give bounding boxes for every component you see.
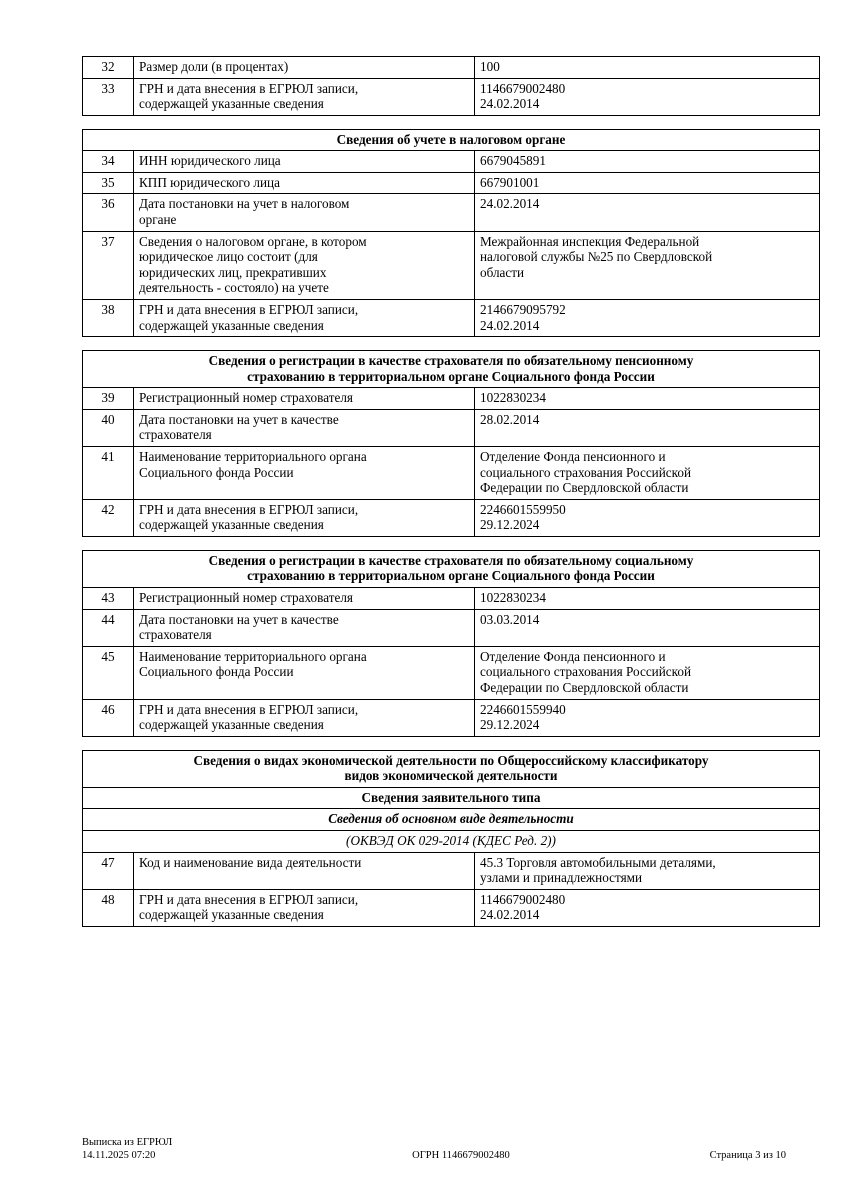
table-section-row	[83, 550, 820, 587]
section-heading: Сведения об учете в налоговом органе	[83, 129, 820, 151]
table-row	[83, 172, 820, 194]
row-value: 2246601559940 29.12.2024	[475, 699, 820, 736]
spacer-cell	[83, 536, 820, 550]
row-number: 33	[83, 78, 134, 115]
table-section-row	[83, 750, 820, 787]
table-row	[83, 299, 820, 336]
footer-timestamp: 14.11.2025 07:20	[82, 1149, 156, 1161]
row-number: 45	[83, 646, 134, 699]
row-label: Дата постановки на учет в качестве страхователя	[134, 609, 475, 646]
table-row	[83, 194, 820, 231]
table-row	[83, 889, 820, 926]
table-section-row	[83, 351, 820, 388]
row-value: 1022830234	[475, 388, 820, 410]
table-row	[83, 852, 820, 889]
table-row	[83, 388, 820, 410]
row-number: 40	[83, 409, 134, 446]
row-label: ГРН и дата внесения в ЕГРЮЛ записи, содержащей указанные сведения	[134, 499, 475, 536]
row-label: Код и наименование вида деятельности	[134, 852, 475, 889]
row-value: 667901001	[475, 172, 820, 194]
table-row	[83, 78, 820, 115]
row-number: 46	[83, 699, 134, 736]
row-value: 24.02.2014	[475, 194, 820, 231]
row-number: 34	[83, 151, 134, 173]
row-value: 6679045891	[475, 151, 820, 173]
section-heading: Сведения о видах экономической деятельности по Общероссийскому классификатору видов экономической деятельности	[83, 750, 820, 787]
footer-left	[82, 1136, 172, 1162]
row-number: 35	[83, 172, 134, 194]
row-label: ГРН и дата внесения в ЕГРЮЛ записи, содержащей указанные сведения	[134, 299, 475, 336]
table-section-row	[83, 129, 820, 151]
row-number: 43	[83, 588, 134, 610]
row-number: 42	[83, 499, 134, 536]
section-heading: Сведения о регистрации в качестве страхователя по обязательному пенсионному страхованию в территориальном органе Социального фонда России	[83, 351, 820, 388]
spacer-cell	[83, 736, 820, 750]
table-row	[83, 57, 820, 79]
row-number: 32	[83, 57, 134, 79]
table-row	[83, 499, 820, 536]
row-value: 2146679095792 24.02.2014	[475, 299, 820, 336]
table-row	[83, 151, 820, 173]
table-row	[83, 409, 820, 446]
row-label: ИНН юридического лица	[134, 151, 475, 173]
egrul-data-table	[82, 56, 820, 927]
table-section-row	[83, 809, 820, 831]
row-value: Межрайонная инспекция Федеральной налоговой службы №25 по Свердловской области	[475, 231, 820, 299]
row-label: Размер доли (в процентах)	[134, 57, 475, 79]
row-label: Регистрационный номер страхователя	[134, 388, 475, 410]
row-number: 47	[83, 852, 134, 889]
row-value: 100	[475, 57, 820, 79]
section-heading: Сведения о регистрации в качестве страхователя по обязательному социальному страхованию в территориальном органе Социального фонда России	[83, 550, 820, 587]
row-number: 39	[83, 388, 134, 410]
table-row	[83, 609, 820, 646]
row-value: 2246601559950 29.12.2024	[475, 499, 820, 536]
row-number: 36	[83, 194, 134, 231]
row-value: 45.3 Торговля автомобильными деталями, узлами и принадлежностями	[475, 852, 820, 889]
table-row	[83, 699, 820, 736]
row-value: 03.03.2014	[475, 609, 820, 646]
row-number: 38	[83, 299, 134, 336]
spacer-cell	[83, 115, 820, 129]
row-value: 1146679002480 24.02.2014	[475, 78, 820, 115]
subsection-heading: Сведения заявительного типа	[83, 787, 820, 809]
page-footer	[82, 1136, 786, 1162]
row-label: КПП юридического лица	[134, 172, 475, 194]
table-spacer-row	[83, 536, 820, 550]
table-row	[83, 588, 820, 610]
row-label: Наименование территориального органа Социального фонда России	[134, 446, 475, 499]
subsection-heading-italic: Сведения об основном виде деятельности	[83, 809, 820, 831]
row-value: 28.02.2014	[475, 409, 820, 446]
row-label: Наименование территориального органа Социального фонда России	[134, 646, 475, 699]
row-label: ГРН и дата внесения в ЕГРЮЛ записи, содержащей указанные сведения	[134, 889, 475, 926]
table-spacer-row	[83, 337, 820, 351]
row-number: 41	[83, 446, 134, 499]
row-label: Дата постановки на учет в качестве страхователя	[134, 409, 475, 446]
subsection-note: (ОКВЭД ОК 029-2014 (КДЕС Ред. 2))	[83, 830, 820, 852]
footer-document-title: Выписка из ЕГРЮЛ	[82, 1136, 173, 1148]
row-number: 48	[83, 889, 134, 926]
row-label: ГРН и дата внесения в ЕГРЮЛ записи, содержащей указанные сведения	[134, 699, 475, 736]
row-value: 1022830234	[475, 588, 820, 610]
table-row	[83, 446, 820, 499]
row-label: Сведения о налоговом органе, в котором юридическое лицо состоит (для юридических лиц, прекративших деятельность - состояло) на учете	[134, 231, 475, 299]
spacer-cell	[83, 337, 820, 351]
footer-page-number: Страница 3 из 10	[709, 1149, 786, 1161]
row-number: 44	[83, 609, 134, 646]
row-number: 37	[83, 231, 134, 299]
table-section-row	[83, 830, 820, 852]
table-spacer-row	[83, 115, 820, 129]
footer-ogrn: ОГРН 1146679002480	[412, 1149, 510, 1161]
row-label: ГРН и дата внесения в ЕГРЮЛ записи, содержащей указанные сведения	[134, 78, 475, 115]
row-value: 1146679002480 24.02.2014	[475, 889, 820, 926]
table-row	[83, 231, 820, 299]
table-spacer-row	[83, 736, 820, 750]
table-section-row	[83, 787, 820, 809]
table-row	[83, 646, 820, 699]
row-value: Отделение Фонда пенсионного и социального страхования Российской Федерации по Свердловской области	[475, 446, 820, 499]
row-value: Отделение Фонда пенсионного и социального страхования Российской Федерации по Свердловской области	[475, 646, 820, 699]
row-label: Дата постановки на учет в налоговом органе	[134, 194, 475, 231]
row-label: Регистрационный номер страхователя	[134, 588, 475, 610]
